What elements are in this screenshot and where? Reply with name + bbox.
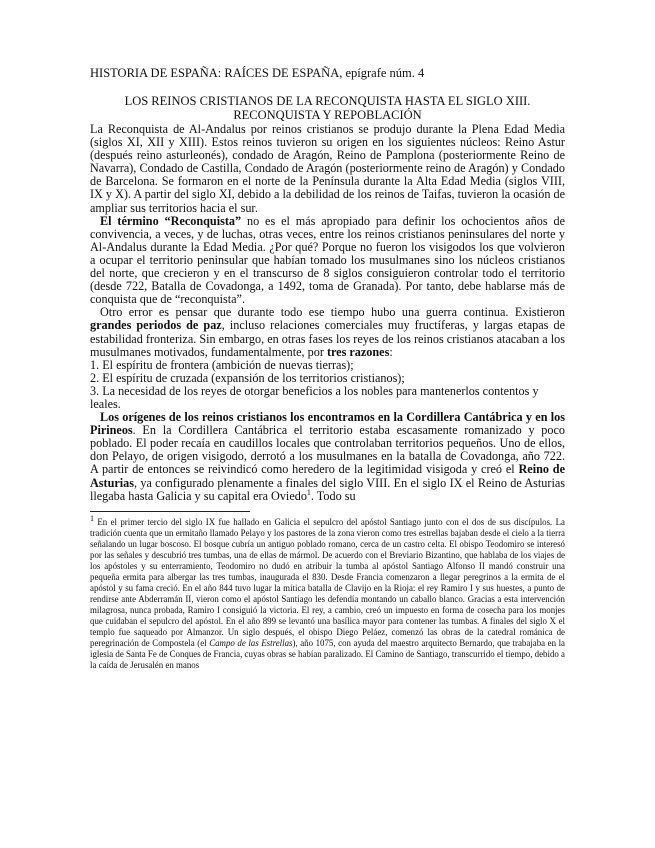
- footnote-divider: [90, 511, 250, 512]
- paragraph-text: . Todo su: [310, 488, 356, 503]
- paragraph-reconquista-term: [90, 215, 565, 307]
- paragraph-text: no es el más apropiado para definir los ochocientos años de convivencia, a veces, y de luchas, otras veces, entre los reinos cristianos peninsulares del norte y Al-Andalus durante la Edad Media. ¿Por qué? Porque no fueron los visigodos los que volvieron a ocupar el territorio peninsular que habían tomado los musulmanes sino los núcleos cristianos del norte, que crecieron y en el transcurso de 8 siglos consiguieron controlar todo el territorio (desde 722, Batalla de Covadonga, a 1492, toma de Granada). Por tanto, debe hablarse más de conquista que de “reconquista”.: [90, 213, 566, 307]
- document-page: [90, 66, 565, 671]
- footnote-text: En el primer tercio del siglo IX fue hallado en Galicia el sepulcro del apóstol Santiago junto con el dos de sus discípulos. La tradición cuenta que un ermitaño llamado Pelayo y los pastores de la zona vieron como tres estrellas bajaban desde el cielo a la tierra señalando un lugar boscoso. El bosque cubría un antiguo poblado romano, cerca de un castro celta. El obispo Teodomiro se interesó por las señales y descubrió tres tumbas, una de ellas de mármol. De acuerdo con el Breviario Bizantino, que hablaba de los viajes de los apóstoles y su enterramiento, Teodomiro no dudó en atribuir la tumba al apóstol Santiago Alfonso II mandó construir una pequeña ermita para albergar las tres tumbas, inaugurada el 830. Desde Francia comenzaron a llegar peregrinos a la ermita de el apóstol y su fama creció. En el año 844 tuvo lugar la mítica batalla de Clavijo en la Rioja: el rey Ramiro I y sus huestes, a punto de rendirse ante Abderramán II, vieron como el apóstol Santiago les defendía montando un caballo blanco. Gracias a esta intervención milagrosa, nunca probada, Ramiro I consiguió la victoria. El rey, a cambio, creó un impuesto en forma de cosecha para los monjes que cuidaban el sepulcro del apóstol. En el año 899 se levantó una basílica mayor para contener las tumbas. A finales del siglo X el templo fue saqueado por Almanzor. Un siglo después, el obispo Diego Peláez, comenzó las obras de la catedral románica de peregrinación de Compostela (el: [90, 516, 565, 648]
- footnote-italic-text: Campo de las Estrellas: [209, 637, 293, 648]
- bold-origins: Los orígenes de los reinos cristianos los encontramos en la Cordillera Cantábrica y en los Pirineos: [90, 410, 565, 438]
- paragraph-intro: La Reconquista de Al-Andalus por reinos cristianos se produjo durante la Plena Edad Media (siglos XI, XII y XIII). Estos reinos tuvieron su origen en los siguientes núcleos: Reino Astur (después reino asturleonés), condado de Aragón, Reino de Pamplona (posteriormente Reino de Navarra), Condado de Castilla, Condado de Aragón (posteriormente reino de Aragón) y Condado de Barcelona. Se formaron en el norte de la Península durante la Alta Edad Media (siglos VIII, IX y X). A partir del siglo XI, debido a la debilidad de los reinos de Taifas, tuvieron la ocasión de ampliar sus territorios hacia el sur.: [90, 122, 565, 215]
- bold-peace-periods: grandes periodos de paz: [90, 318, 222, 333]
- bold-three-reasons: tres razones: [326, 344, 390, 359]
- list-item: 2. El espíritu de cruzada (expansión de los territorios cristianos);: [90, 370, 405, 385]
- footnote-number: 1: [90, 513, 94, 523]
- document-header: HISTORIA DE ESPAÑA: RAÍCES DE ESPAÑA, epígrafe núm. 4: [90, 66, 425, 80]
- footnote-1: [90, 513, 565, 671]
- bold-term-reconquista: El término “Reconquista”: [100, 213, 242, 228]
- footnote-text: ), año 1075, con ayuda del maestro arquitecto Bernardo, que trabajaba en la iglesia de Santa Fe de Conques de Francia, cuyas obras se habían paralizado. El Camino de Santiago, transcurrido el tiempo, debido a la caída de Jerusalén en manos: [90, 637, 565, 670]
- bold-reino-asturias: Reino de Asturias: [90, 462, 565, 490]
- list-item: 3. La necesidad de los reyes de otorgar beneficios a los nobles para mantenerlos contentos y leales.: [90, 383, 539, 411]
- section-title-line-1: LOS REINOS CRISTIANOS DE LA RECONQUISTA HASTA EL SIGLO XIII.: [124, 94, 531, 108]
- paragraph-origins: [90, 411, 565, 503]
- footnote-reference-1[interactable]: 1: [306, 487, 311, 497]
- paragraph-text: :: [389, 344, 393, 359]
- paragraph-text: , ya configurado plenamente a finales del siglo VIII. En el siglo IX el Reino de Asturias llegaba hasta Galicia y su capital era Oviedo: [90, 475, 565, 503]
- paragraph-peace-periods: [90, 306, 565, 358]
- paragraph-text: . En la Cordillera Cantábrica el territorio estaba escasamente romanizado y poco poblado. El poder recaía en caudillos locales que controlaban territorios pequeños. Uno de ellos, don Pelayo, de origen visigodo, derrotó a los musulmanes en la batalla de Covadonga, año 722. A partir de entonces se reivindicó como heredero de la legitimidad visigoda y creó el: [90, 423, 565, 477]
- list-item: 1. El espíritu de frontera (ambición de nuevas tierras);: [90, 357, 354, 372]
- section-title-line-2: RECONQUISTA Y REPOBLACIÓN: [233, 108, 422, 122]
- paragraph-text: , incluso relaciones comerciales muy fructíferas, y largas etapas de estabilidad fronteriza. Sin embargo, en otras fases los reyes de los reinos cristianos atacaban a los musulmanes motivados, fundamentalmente, por: [90, 318, 566, 359]
- paragraph-text: Otro error es pensar que durante todo ese tiempo hubo una guerra continua. Existieron: [100, 305, 565, 320]
